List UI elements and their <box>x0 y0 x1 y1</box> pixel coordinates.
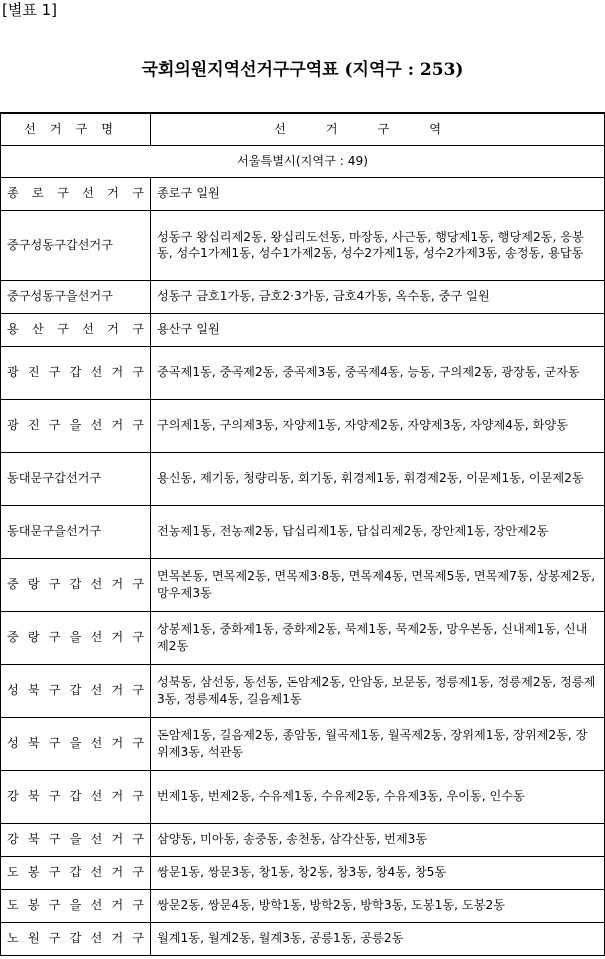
district-area: 전농제1동, 전농제2동, 답십리제1동, 답십리제2동, 장안제1동, 장안제2동 <box>151 505 605 558</box>
district-name: 도 봉 구 갑 선 거 구 <box>1 856 151 889</box>
district-table <box>0 112 605 956</box>
table-row <box>1 770 605 823</box>
district-name: 종 로 구 선 거 구 <box>1 177 151 210</box>
district-area: 쌍문2동, 쌍문4동, 방학1동, 방학2동, 방학3동, 도봉1동, 도봉2동 <box>151 889 605 922</box>
region-row <box>1 145 605 177</box>
table-row <box>1 177 605 210</box>
district-name: 동대문구을선거구 <box>1 505 151 558</box>
table-row <box>1 889 605 922</box>
table-row <box>1 346 605 399</box>
district-area: 중곡제1동, 중곡제2동, 중곡제3동, 중곡제4동, 능동, 구의제2동, 광장동, 군자동 <box>151 346 605 399</box>
table-row <box>1 399 605 452</box>
header-district: 선거구명 <box>1 113 151 145</box>
district-area: 성북동, 삼선동, 동선동, 돈암제2동, 안암동, 보문동, 정릉제1동, 정릉제2동, 정릉제3동, 정릉제4동, 길음제1동 <box>151 664 605 717</box>
district-name: 동대문구갑선거구 <box>1 452 151 505</box>
district-name: 강 북 구 갑 선 거 구 <box>1 770 151 823</box>
district-name: 성 북 구 갑 선 거 구 <box>1 664 151 717</box>
district-name: 중구성동구갑선거구 <box>1 210 151 280</box>
table-row <box>1 452 605 505</box>
district-name: 중 랑 구 갑 선 거 구 <box>1 558 151 611</box>
header-area: 선거구역 <box>151 113 605 145</box>
district-area: 월계1동, 월계2동, 월계3동, 공릉1동, 공릉2동 <box>151 922 605 955</box>
table-row <box>1 823 605 856</box>
district-name: 도 봉 구 을 선 거 구 <box>1 889 151 922</box>
district-area: 용산구 일원 <box>151 313 605 346</box>
district-area: 성동구 금호1가동, 금호2·3가동, 금호4가동, 옥수동, 중구 일원 <box>151 280 605 313</box>
document-title: 국회의원지역선거구구역표 (지역구 : 253) <box>141 60 464 80</box>
table-row <box>1 856 605 889</box>
region-label: 서울특별시(지역구 : 49) <box>1 145 605 177</box>
table-row <box>1 611 605 664</box>
district-area: 번제1동, 번제2동, 수유제1동, 수유제2동, 수유제3동, 우이동, 인수동 <box>151 770 605 823</box>
district-name: 강 북 구 을 선 거 구 <box>1 823 151 856</box>
district-name: 성 북 구 을 선 거 구 <box>1 717 151 770</box>
table-row <box>1 505 605 558</box>
district-area: 용신동, 제기동, 청량리동, 회기동, 휘경제1동, 휘경제2동, 이문제1동, 이문제2동 <box>151 452 605 505</box>
table-row <box>1 313 605 346</box>
table-row <box>1 922 605 955</box>
table-row <box>1 664 605 717</box>
district-area: 상봉제1동, 중화제1동, 중화제2동, 묵제1동, 묵제2동, 망우본동, 신내제1동, 신내제2동 <box>151 611 605 664</box>
district-area: 삼양동, 미아동, 송중동, 송천동, 삼각산동, 번제3동 <box>151 823 605 856</box>
district-name: 중 랑 구 을 선 거 구 <box>1 611 151 664</box>
table-row <box>1 558 605 611</box>
district-area: 쌍문1동, 쌍문3동, 창1동, 창2동, 창3동, 창4동, 창5동 <box>151 856 605 889</box>
table-row <box>1 210 605 280</box>
district-area: 면목본동, 면목제2동, 면목제3·8동, 면목제4동, 면목제5동, 면목제7동, 상봉제2동, 망우제3동 <box>151 558 605 611</box>
district-name: 광 진 구 을 선 거 구 <box>1 399 151 452</box>
district-area: 구의제1동, 구의제3동, 자양제1동, 자양제2동, 자양제3동, 자양제4동, 화양동 <box>151 399 605 452</box>
district-area: 돈암제1동, 길음제2동, 종암동, 월곡제1동, 월곡제2동, 장위제1동, 장위제2동, 장위제3동, 석관동 <box>151 717 605 770</box>
table-row <box>1 717 605 770</box>
annex-label: [별표 1] <box>2 1 57 19</box>
district-area: 종로구 일원 <box>151 177 605 210</box>
district-area: 성동구 왕십리제2동, 왕십리도선동, 마장동, 사근동, 행당제1동, 행당제2동, 응봉동, 성수1가제1동, 성수1가제2동, 성수2가제1동, 성수2가제3동, 송정동, 용답동 <box>151 210 605 280</box>
district-name: 광 진 구 갑 선 거 구 <box>1 346 151 399</box>
district-name: 용 산 구 선 거 구 <box>1 313 151 346</box>
district-name: 중구성동구을선거구 <box>1 280 151 313</box>
table-header-row <box>1 113 605 145</box>
table-row <box>1 280 605 313</box>
district-name: 노 원 구 갑 선 거 구 <box>1 922 151 955</box>
